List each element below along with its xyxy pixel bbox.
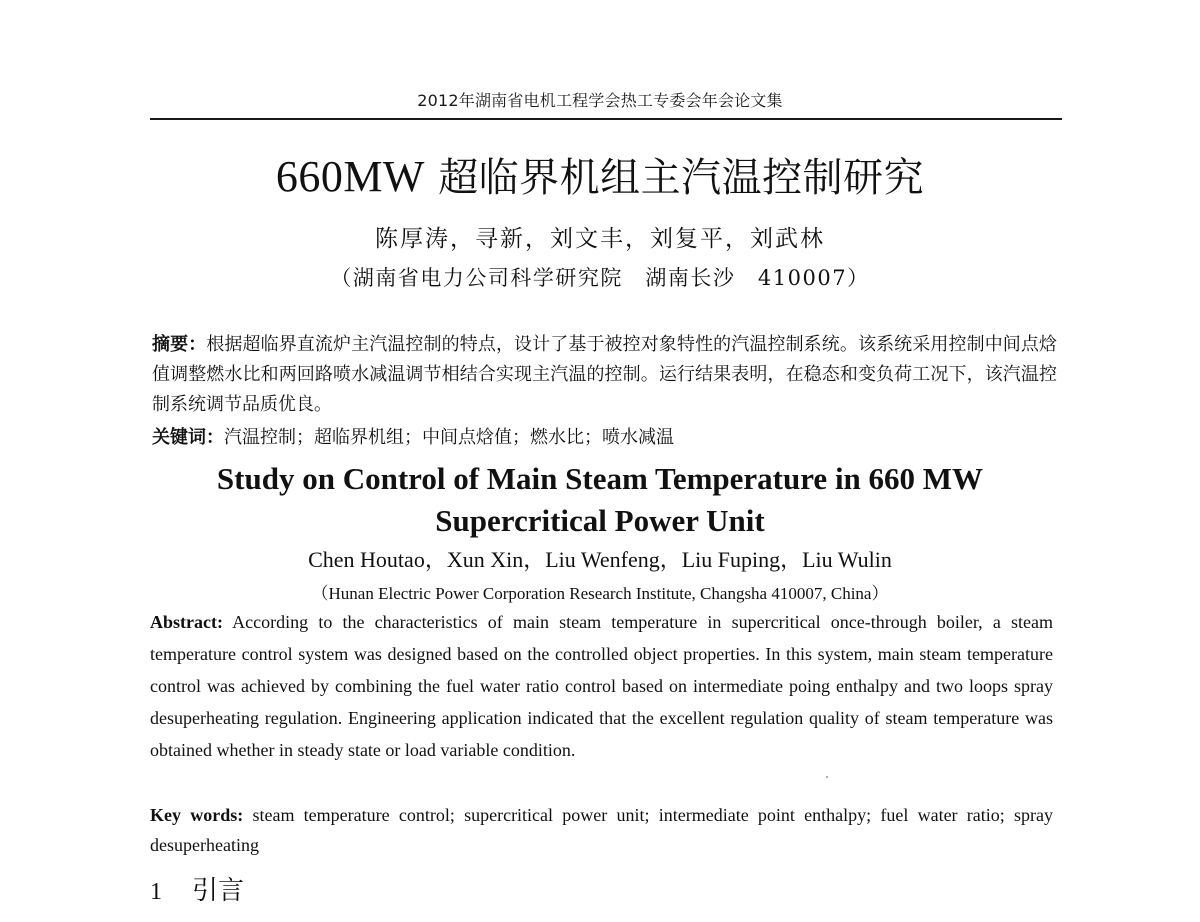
english-abstract-label: Abstract: — [150, 612, 223, 632]
english-title-line1: Study on Control of Main Steam Temperature in 660 MW — [216, 461, 984, 496]
english-keywords — [150, 800, 1053, 860]
section-heading-introduction — [150, 870, 244, 907]
chinese-abstract — [152, 330, 1057, 420]
english-keywords-text: steam temperature control; supercritical power unit; intermediate point enthalpy; fuel water ratio; spray desuperheating — [150, 805, 1053, 855]
section-number: 1 — [150, 879, 162, 905]
english-abstract — [150, 606, 1053, 766]
chinese-keywords-label: 关键词： — [152, 427, 224, 448]
header-rule — [150, 118, 1062, 120]
english-abstract-text: According to the characteristics of main steam temperature in supercritical once-through boiler, a steam temperature control system was designed based on the controlled object properties. In this system, main steam temperature control was achieved by combining the fuel water ratio control based on intermediate poing enthalpy and two loops spray desuperheating regulation. Engineering application indicated that the excellent regulation quality of steam temperature was obtained whether in steady state or load variable condition. — [150, 612, 1053, 760]
chinese-abstract-label: 摘要： — [152, 334, 207, 355]
english-title — [0, 458, 1200, 542]
section-title: 引言 — [192, 876, 245, 906]
chinese-title — [0, 146, 1200, 203]
chinese-abstract-text: 根据超临界直流炉主汽温控制的特点，设计了基于被控对象特性的汽温控制系统。该系统采用控制中间点焓值调整燃水比和两回路喷水减温调节相结合实现主汽温的控制。运行结果表明，在稳态和变负荷工况下，该汽温控制系统调节品质优良。 — [152, 334, 1058, 415]
english-title-line2: Supercritical Power Unit — [435, 503, 765, 538]
running-header: 2012年湖南省电机工程学会热工专委会年会论文集 — [417, 91, 783, 110]
chinese-title-number: 660MW — [275, 152, 425, 201]
chinese-authors: 陈厚涛，寻新，刘文丰，刘复平，刘武林 — [375, 226, 825, 252]
chinese-keywords-text: 汽温控制；超临界机组；中间点焓值；燃水比；喷水减温 — [224, 427, 674, 448]
chinese-affiliation: （湖南省电力公司科学研究院 湖南长沙 410007） — [330, 266, 870, 290]
chinese-title-text: 超临界机组主汽温控制研究 — [438, 155, 925, 201]
english-affiliation: （Hunan Electric Power Corporation Research Institute, Changsha 410007, China） — [311, 584, 889, 603]
chinese-keywords — [152, 424, 1057, 452]
scan-speck — [826, 776, 828, 778]
english-authors: Chen Houtao，Xun Xin，Liu Wenfeng，Liu Fuping，Liu Wulin — [308, 547, 892, 572]
english-keywords-label: Key words: — [150, 805, 244, 825]
